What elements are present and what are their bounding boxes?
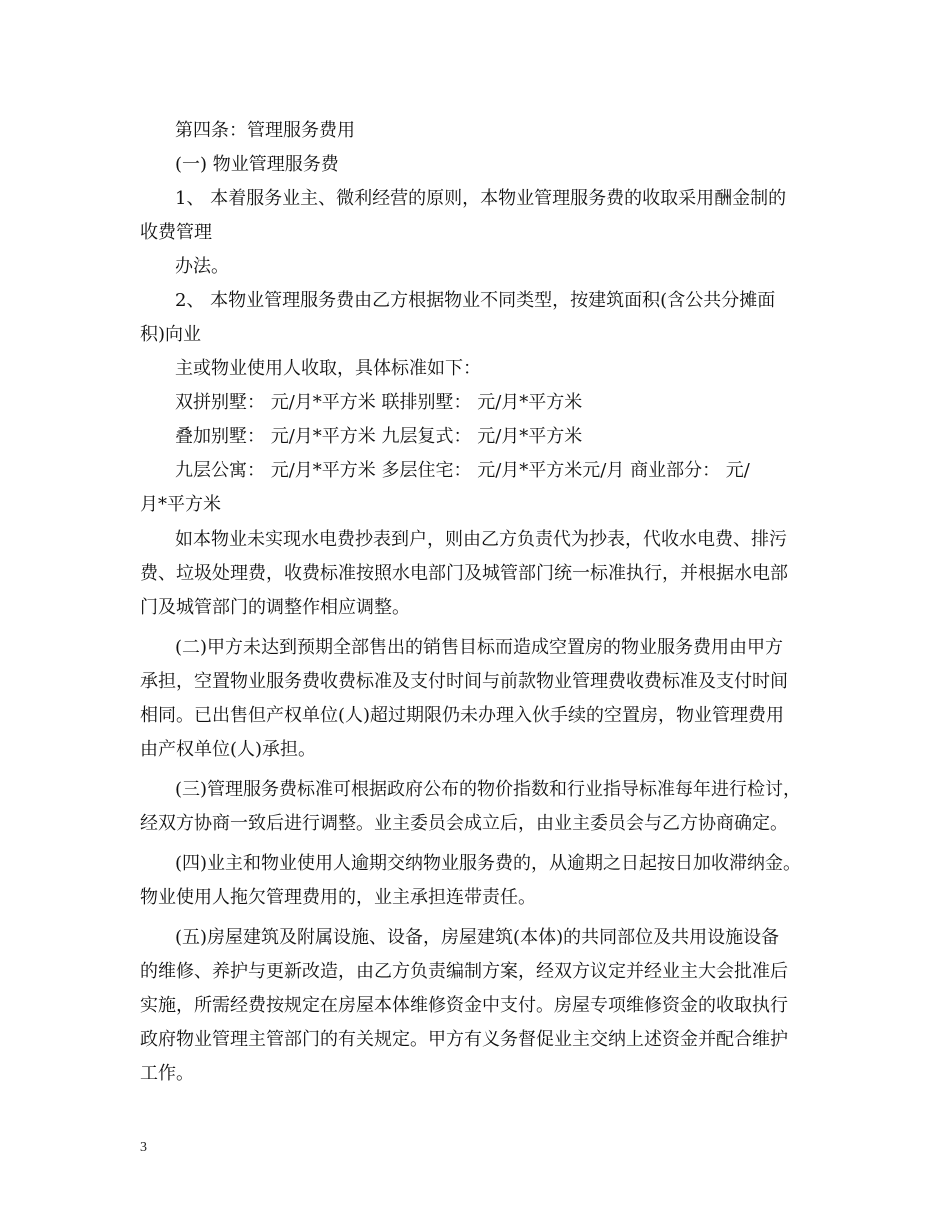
paragraph-line: 主或物业使用人收取，具体标准如下： [175,358,481,379]
paragraph-line: 的维修、养护与更新改造，由乙方负责编制方案，经双方议定并经业主大会批准后 [140,961,788,982]
paragraph-line: 积)向业 [140,324,202,345]
paragraph-line: (三)管理服务费标准可根据政府公布的物价指数和行业指导标准每年进行检讨， [175,779,802,800]
paragraph-line: 办法。 [175,256,229,277]
section-heading: (一) 物业管理服务费 [175,154,339,175]
paragraph-line: 如本物业未实现水电费抄表到户，则由乙方负责代为抄表，代收水电费、排污 [175,529,787,550]
page-number: 3 [140,1140,147,1155]
paragraph-line: 收费管理 [140,222,212,243]
paragraph-line: 2、 本物业管理服务费由乙方根据物业不同类型，按建筑面积(含公共分摊面 [175,290,776,311]
paragraph-line: 相同。已出售但产权单位(人)超过期限仍未办理入伙手续的空置房，物业管理费用 [140,705,785,726]
paragraph-line: 政府物业管理主管部门的有关规定。甲方有义务督促业主交纳上述资金并配合维护 [140,1029,788,1050]
paragraph-line: 经双方协商一致后进行调整。业主委员会成立后，由业主委员会与乙方协商确定。 [140,813,788,834]
paragraph-line: 实施，所需经费按规定在房屋本体维修资金中支付。房屋专项维修资金的收取执行 [140,995,788,1016]
paragraph-line: (五)房屋建筑及附属设施、设备，房屋建筑(本体)的共同部位及共用设施设备 [175,927,780,948]
paragraph-line: 工作。 [140,1063,194,1084]
paragraph-line: 由产权单位(人)承担。 [140,739,317,760]
article-heading: 第四条：管理服务费用 [175,120,355,141]
fee-line: 叠加别墅： 元/月*平方米 九层复式： 元/月*平方米 [175,426,583,447]
fee-line: 九层公寓： 元/月*平方米 多层住宅： 元/月*平方米元/月 商业部分： 元/ [175,460,750,481]
paragraph-line: (二)甲方未达到预期全部售出的销售目标而造成空置房的物业服务费用由甲方 [175,637,784,658]
paragraph-line: (四)业主和物业使用人逾期交纳物业服务费的，从逾期之日起按日加收滞纳金。 [175,853,802,874]
fee-line: 双拼别墅： 元/月*平方米 联排别墅： 元/月*平方米 [175,392,583,413]
paragraph-line: 门及城管部门的调整作相应调整。 [140,597,410,618]
paragraph-line: 物业使用人拖欠管理费用的，业主承担连带责任。 [140,887,536,908]
fee-line: 月*平方米 [140,494,221,515]
paragraph-line: 承担，空置物业服务费收费标准及支付时间与前款物业管理费收费标准及支付时间 [140,671,788,692]
paragraph-line: 1、 本着服务业主、微利经营的原则，本物业管理服务费的收取采用酬金制的 [175,188,787,209]
paragraph-line: 费、垃圾处理费，收费标准按照水电部门及城管部门统一标准执行，并根据水电部 [140,563,788,584]
